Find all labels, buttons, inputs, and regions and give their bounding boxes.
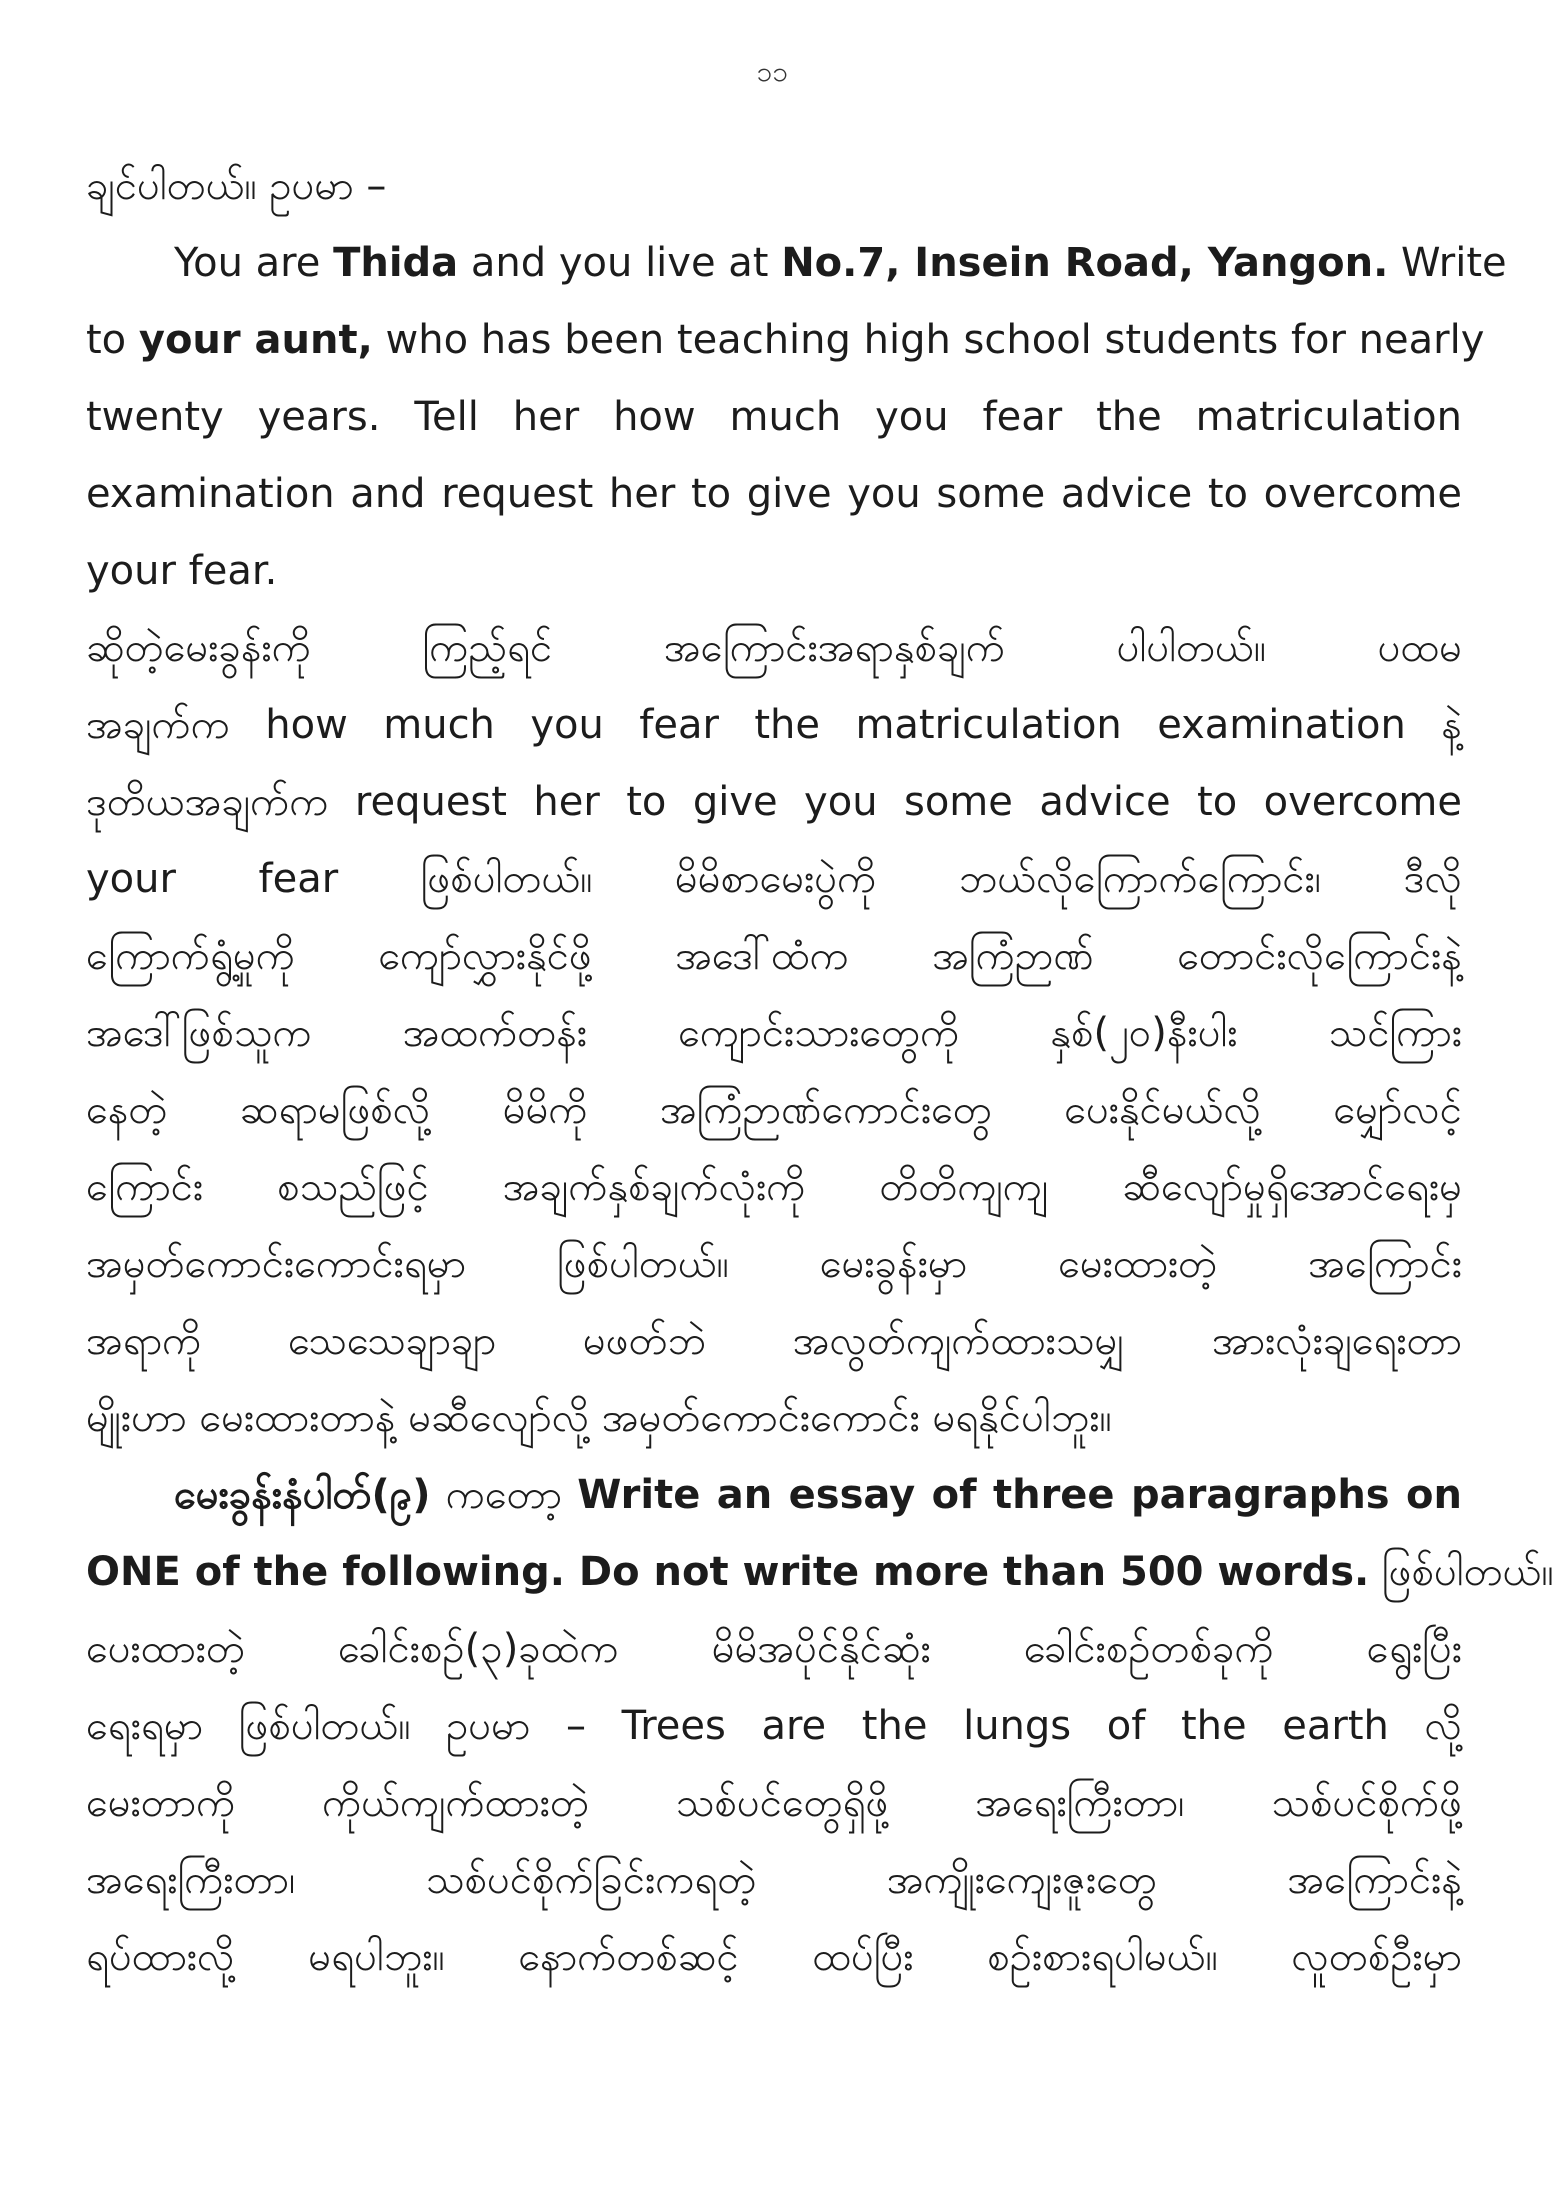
text-span: You are <box>174 240 334 286</box>
prompt-line <box>86 302 1485 379</box>
text-line: your fear ဖြစ်ပါတယ်။ မိမိစာမေးပွဲကို ဘယ်လိုကြောက်ကြောင်း၊ ဒီလို <box>86 856 1462 902</box>
text-span: ကတော့ <box>430 1472 578 1518</box>
text-line: မျိုးဟာ မေးထားတာနဲ့ မဆီလျော်လို့ အမှတ်ကောင်းကောင်း မရနိုင်ပါဘူး။ <box>86 1395 1112 1441</box>
bold-question-text: Write an essay of three paragraphs on <box>577 1472 1462 1518</box>
text-line: အချက်က how much you fear the matriculation examination နဲ့ <box>86 702 1462 748</box>
text-line: အရေးကြီးတာ၊ သစ်ပင်စိုက်ခြင်းကရတဲ့ အကျိုးကျေးဇူးတွေ အကြောင်းနဲ့ <box>86 1857 1462 1903</box>
text-span: and you live at <box>458 240 782 286</box>
text-line: ဒုတိယအချက်က request her to give you some advice to overcome <box>86 779 1462 825</box>
bold-name: Thida <box>333 240 459 286</box>
text-line: ရပ်ထားလို့ မရပါဘူး။ နောက်တစ်ဆင့် ထပ်ပြီး စဉ်းစားရပါမယ်။ လူတစ်ဦးမှာ <box>86 1934 1462 1980</box>
question-line <box>86 1457 1462 1534</box>
prompt-line: examination and request her to give you some advice to overcome <box>86 471 1462 517</box>
text-line: ရေးရမှာ ဖြစ်ပါတယ်။ ဥပမာ – Trees are the lungs of the earth လို့ <box>86 1703 1462 1749</box>
text-line: နေတဲ့ ဆရာမဖြစ်လို့ မိမိကို အကြံဉာဏ်ကောင်းတွေ ပေးနိုင်မယ်လို့ မျှော်လင့် <box>86 1087 1462 1133</box>
text-span: to <box>86 317 139 363</box>
text-line: မေးတာကို ကိုယ်ကျက်ထားတဲ့ သစ်ပင်တွေရှိဖို့ အရေးကြီးတာ၊ သစ်ပင်စိုက်ဖို့ <box>86 1780 1462 1826</box>
text-line: ပေးထားတဲ့ ခေါင်းစဉ်(၃)ခုထဲက မိမိအပိုင်နိုင်ဆုံး ခေါင်းစဉ်တစ်ခုကို ရွေးပြီး <box>86 1626 1462 1672</box>
document-body <box>86 148 1554 1996</box>
bold-question-text: ONE of the following. Do not write more than 500 words. <box>86 1549 1370 1595</box>
text-line: ကြောက်ရွံ့မှုကို ကျော်လွှားနိုင်ဖို့ အဒေါ်ထံက အကြံဉာဏ် တောင်းလိုကြောင်းနဲ့ <box>86 933 1462 979</box>
bold-address: No.7, Insein Road, Yangon. <box>781 240 1389 286</box>
text-line: အမှတ်ကောင်းကောင်းရမှာ ဖြစ်ပါတယ်။ မေးခွန်းမှာ မေးထားတဲ့ အကြောင်း <box>86 1241 1462 1287</box>
bold-question-number: မေးခွန်းနံပါတ်(၉) <box>174 1472 431 1518</box>
text-span: ဖြစ်ပါတယ်။ <box>1369 1549 1554 1595</box>
text-span: Write <box>1388 240 1507 286</box>
question-line <box>86 1534 1554 1611</box>
text-line: အရာကို သေသေချာချာ မဖတ်ဘဲ အလွတ်ကျက်ထားသမျှ အားလုံးချရေးတာ <box>86 1318 1462 1364</box>
prompt-line <box>86 225 1507 302</box>
text-span: who has been teaching high school students for nearly <box>372 317 1485 363</box>
page-number: ၁၁ <box>756 55 789 88</box>
text-line: ကြောင်း စသည်ဖြင့် အချက်နှစ်ချက်လုံးကို တိတိကျကျ ဆီလျော်မှုရှိအောင်ရေးမှ <box>86 1164 1462 1210</box>
text-line: ချင်ပါတယ်။ ဥပမာ – <box>86 163 387 209</box>
text-line: အဒေါ်ဖြစ်သူက အထက်တန်း ကျောင်းသားတွေကို နှစ်(၂၀)နီးပါး သင်ကြား <box>86 1010 1462 1056</box>
prompt-line: your fear. <box>86 548 278 594</box>
prompt-line: twenty years. Tell her how much you fear the matriculation <box>86 394 1462 440</box>
bold-recipient: your aunt, <box>138 317 373 363</box>
text-line: ဆိုတဲ့မေးခွန်းကို ကြည့်ရင် အကြောင်းအရာနှစ်ချက် ပါပါတယ်။ ပထမ <box>86 625 1462 671</box>
